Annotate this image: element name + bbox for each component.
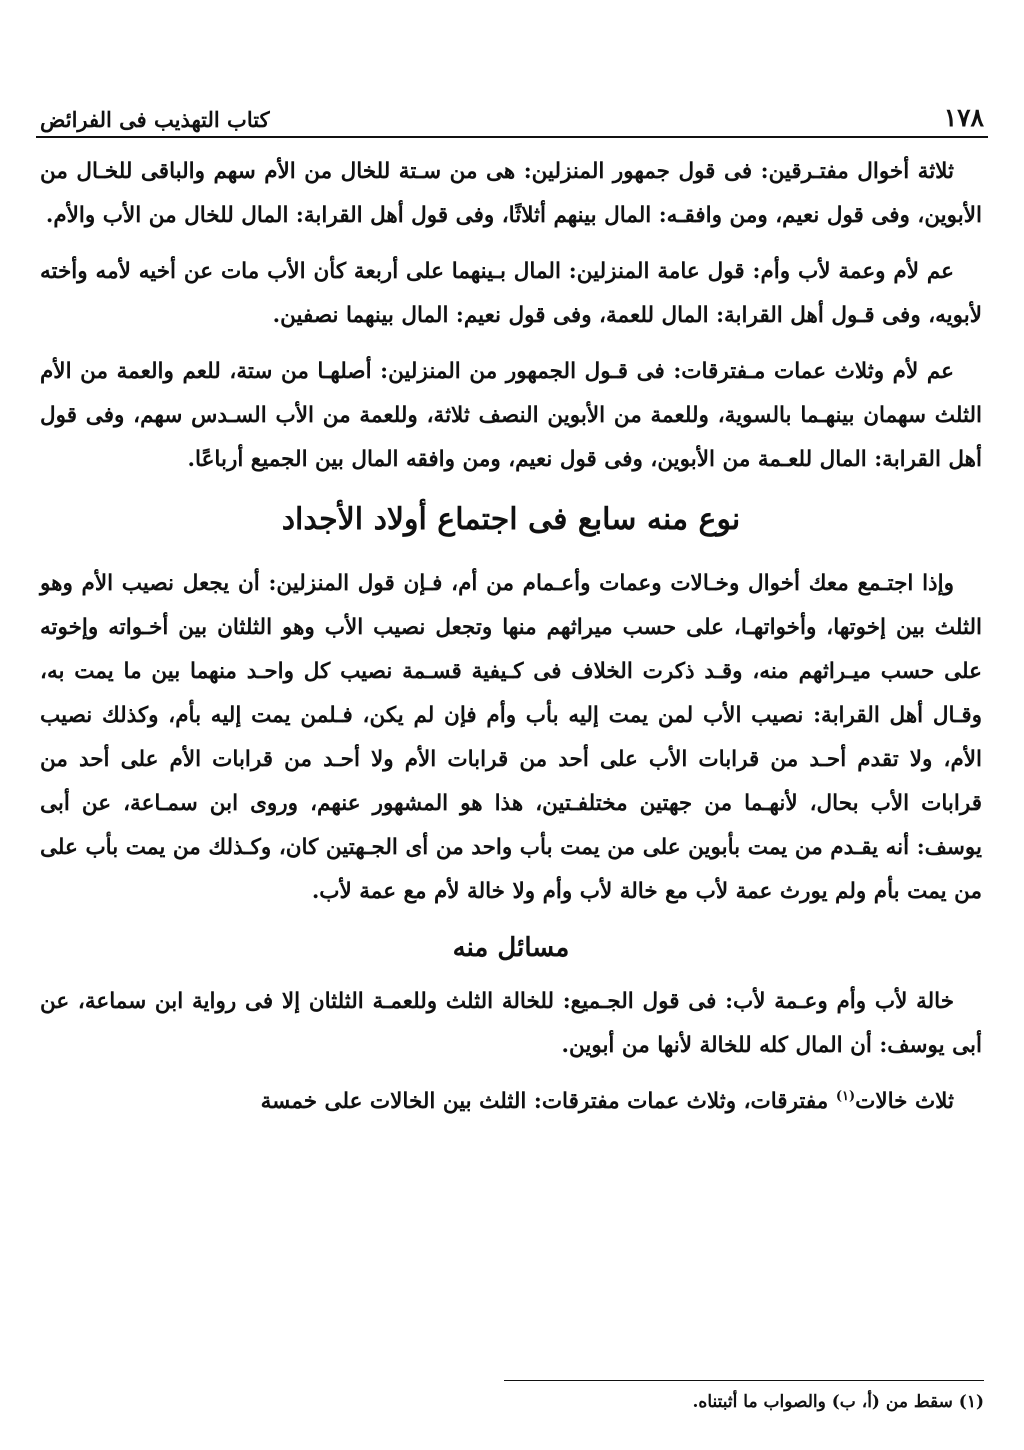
header-rule bbox=[36, 136, 988, 138]
paragraph-uncle-and-aunt: عم لأم وعمة لأب وأم: قول عامة المنزلين: المال بـينهما على أربعة كأن الأب مات عن أخيه لأمه وأخته لأبويه، وفى قـول أهل القرابة: المال للعمة، وفى قول نعيم: المال بينهما نصفين. bbox=[40, 259, 982, 328]
paragraph-uncle-and-three-aunts: عم لأم وثلاث عمات مـفترقات: فى قـول الجمهور من المنزلين: أصلهـا من ستة، للعم والعمة من الأم الثلث سهمان بينهـما بالسوية، وللعمة من الأبوين النصف ثلاثة، وللعمة من الأب السـدس سهم، وفى قول أهل القرابة: المال للعـمة من الأبوين، وفى قول نعيم، ومن وافقه المال بين الجميع أرباعًا. bbox=[40, 359, 982, 472]
last-paragraph-rest: مفترقات، وثلاث عمات مفترقات: الثلث بين الخالات على خمسة bbox=[260, 1089, 836, 1114]
paragraph-three-maternal-uncles: ثلاثة أخوال مفتـرقين: فى قول جمهور المنزلين: هى من سـتة للخال من الأم سهم والباقى للخـال من الأبوين، وفى قول نعيم، ومن وافقـه: المال بينهم أثلاثًا، وفى قول أهل القرابة: المال للخال من الأب والأم. bbox=[40, 159, 982, 228]
subheading: مسائل منه bbox=[452, 933, 570, 963]
footnote-reference[interactable]: (١) bbox=[835, 1088, 856, 1104]
page-number: ١٧٨ bbox=[943, 103, 984, 132]
issue-paragraph: خالة لأب وأم وعـمة لأب: فى قول الجـميع: للخالة الثلث وللعمـة الثلثان إلا فى رواية ابن سماعة، عن أبى يوسف: أن المال كله للخالة لأنها من أبوين. bbox=[40, 989, 982, 1058]
book-title: كتاب التهذيب فى الفرائض bbox=[40, 107, 270, 132]
section-heading: نوع منه سابع فى اجتماع أولاد الأجداد bbox=[281, 502, 741, 537]
last-paragraph-start: ثلاث خالات bbox=[855, 1089, 954, 1114]
page-body bbox=[40, 150, 982, 1124]
footnote-rule bbox=[504, 1380, 984, 1381]
footnote: (١) سقط من (أ، ب) والصواب ما أثبتناه. bbox=[692, 1392, 984, 1412]
section-paragraph: وإذا اجتـمع معك أخوال وخـالات وعمات وأعـمام من أم، فـإن قول المنزلين: أن يجعل نصيب الأم وهو الثلث بين إخوتها، وأخواتهـا، على حسب ميراثهم منها وتجعل نصيب الأب وهو الثلثان بين أخـواته وإخوته على حسب ميـراثهم منه، وقـد ذكرت الخلاف فى كـيفية قسـمة نصيب كل واحـد منهما بين ما يمت به، وقـال أهل القرابة: نصيب الأب لمن يمت إليه بأب وأم فإن لم يكن، فـلمن يمت إليه بأم، وكذلك نصيب الأم، ولا تقدم أحـد من قرابات الأب على أحد من قرابات الأم ولا أحـد من قرابات الأم على أحد من قرابات الأب بحال، لأنهـما من جهتين مختلفـتين، هذا هو المشهور عنهم، وروى ابن سمـاعة، عن أبى يوسف: أنه يقـدم من يمت بأبوين على من يمت بأب واحد من أى الجـهتين كان، وكـذلك من يمت بأب على من يمت بأم ولم يورث عمة لأب مع خالة لأب وأم ولا خالة لأم مع عمة لأب. bbox=[40, 571, 982, 904]
last-paragraph bbox=[40, 1080, 982, 1124]
running-header bbox=[40, 96, 984, 132]
